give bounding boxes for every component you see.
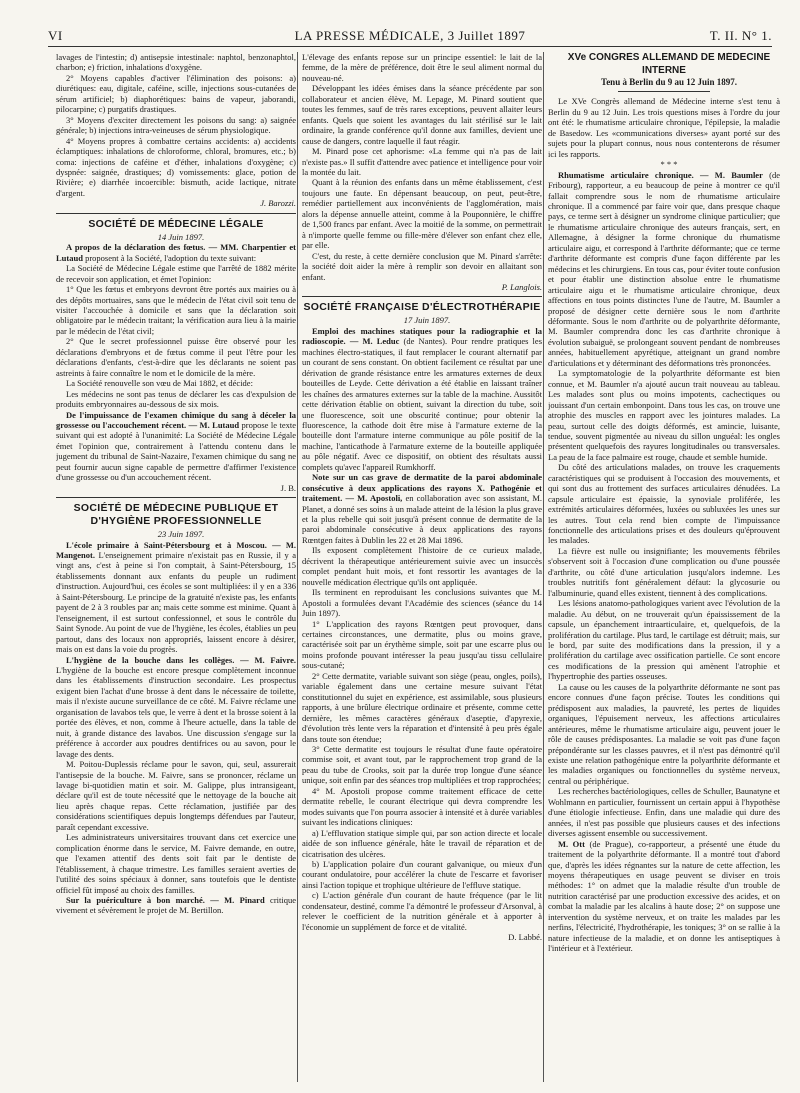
paragraph: Ils terminent en reproduisant les conclusions suivantes que M. Apostoli a formulées devant l'Académie des sciences (séance du 14 Juin 1897). <box>302 587 542 619</box>
paragraph: La cause ou les causes de la polyarthrite déformante ne sont pas encore connues d'une façon précise. Toutes les conditions qui prédisposent aux maladies, la pauvreté, les pertes de liquides organiques, l'épuisement nerveux, les affections articulaires antérieures, même le rhumatisme articulaire aigu, peuvent jouer le rôle de causes prédisposantes. La maladie se voit pas d'une façon prépondérante sur les classes pauvres, et il n'est pas démontré qu'il existe une relation pathogénique entre la polyarthrite déformante et les maladies organiques ou fonctionnelles du système nerveux, central ou périphérique. <box>548 681 780 786</box>
signature: J. Barozzi. <box>260 198 296 209</box>
paragraph: 3° Moyens d'exciter directement les poisons du sang: a) saignée générale; b) injections intra-veineuses de sérum physiologique. <box>56 114 296 136</box>
section-date: 14 Juin 1897. <box>157 231 205 242</box>
paragraph <box>56 410 296 483</box>
article-title: L'école primaire à Saint-Pétersbourg et à Moscou. — M. Mangenot. <box>56 539 296 561</box>
column-right <box>548 52 780 1082</box>
article-text: L'enseignement primaire n'existait pas en Russie, il y a vingt ans, c'est à peine si l'on comptait, à Saint-Pétersbourg, 15 établissements donnant aux enfants du peuple un rudiment d'instruction. Aujourd'hui, ces écoles se sont multipliées: il y en a 336 à Saint-Pétersbourg. Le principe de la gratuité n'existe pas, les enfants payent de 2 à 3 roubles par an; mais cette somme est minime. Quant à l'enseignement, il est surtout confessionnel, et sous le contrôle du Saint Synode. Au point de vue de l'hygiène, les écoles, établies un peu partout, dans des locaux non appropriés, laissent encore à désirer, mais on est dans la voie du progrès. <box>56 550 296 655</box>
paragraph: M. Poitou-Duplessis réclame pour le savon, qui, seul, assurerait l'antisepsie de la bouche. M. Faivre, sans se prononcer, réclame un lavage bi-quotidien matin et soir. M. Galippe, plus intransigeant, déclare qu'il est de toute nécessité que le nettoyage de la bouche ait lieu après chaque repas. Cette réclamation, justifiée par des considérations scientifiques depuis longtemps défendues par l'auteur, paraît cependant excessive. <box>56 759 296 832</box>
signature: P. Langlois. <box>501 281 542 292</box>
article-text: proposent à la Société, l'adoption du texte suivant: <box>85 252 257 263</box>
journal-title: LA PRESSE MÉDICALE, 3 Juillet 1897 <box>294 28 526 43</box>
paragraph: Les recherches bactériologiques, celles de Schuller, Baunatyne et Wohlmann en particulier, fournissent un certain appui à l'hypothèse d'une étiologie infectieuse. Enfin, dans une maladie qui dure des années, il n'est pas possible que plusieurs causes et des infections diverses agissent ensemble ou successivement. <box>548 786 780 839</box>
article-text: (de Prague), co-rapporteur, a présenté une étude du traitement de la polyarthrite déformante. Il a montré tout d'abord que, d'après les idées régnantes sur la nature de cette affection, les moyens thérapeutiques en usage peuvent se diviser en trois méthodes: 1° on admet que la maladie résulte d'un trouble de nutrition caractérisé par une production excessive des acides, et on combat la maladie par les alcalins à haute dose; 2° on suppose une intervention du système nerveux, et on traite les malades par les nerfins, l'électricité, l'hydrothérapie, les toniques; 3° on se rallie à la nature infectieuse de la maladie, et on donne les antiseptiques à l'intérieur et à l'extérieur. <box>548 838 780 954</box>
section-title: XVe CONGRÈS ALLEMAND DE MÉDECINE INTERNE <box>567 52 771 76</box>
column-left <box>56 52 296 1082</box>
paragraph: Les lésions anatomo-pathologiques varient avec l'évolution de la maladie. Au début, on ne trouverait qu'un épaississement de la capsule, un épanchement intraarticulaire, et, quelquefois, de la prolifération du cartilage. Plus tard, le cartilage est détruit; mais, sur le bord, par suite des modifications dans la pression, il y a prolifération du cartilage avec ossification partielle. Ce sont encore ces modifications de la pression qui amènent l'atrophie et l'hypertrophie des parties osseuses. <box>548 598 780 682</box>
paragraph <box>56 540 296 655</box>
paragraph: Ils exposent complètement l'histoire de ce curieux malade, décrivent la thérapeutique antérieurement suivie avec un insuccès complet pendant huit mois, et font ressortir les avantages de la nouvelle médication électrique qu'ils ont appliquée. <box>302 545 542 587</box>
article-title: Rhumatisme articulaire chronique. — M. Baumler <box>558 169 763 180</box>
column-rule-right <box>543 52 544 1082</box>
divider <box>618 91 711 92</box>
article-title: A propos de la déclaration des fœtus. — MM. Charpentier et Lutaud <box>56 242 296 263</box>
article-title: Note sur un cas grave de dermatite de la paroi abdominale consécutive à deux applications des rayons X. Pathogénie et traitement. — M. Apostoli, <box>302 472 542 504</box>
article-text: propose le texte suivant qui est adopté à l'unanimité: La Société de Médecine Légale émet l'opinion que, contrairement à l'attendu contenu dans le jugement du tribunal de Saint-Nazaire, l'examen chimique du sang ne peut fournir aucun signe capable de permettre d'affirmer l'existence d'une grossesse ou d'un accouchement récent. <box>56 419 296 483</box>
article-title: Emploi des machines statiques pour la radiographie et la radioscopie. — M. Leduc <box>302 325 542 347</box>
section-date: 23 Juin 1897. <box>157 529 205 540</box>
paragraph <box>56 895 296 916</box>
article-text: L'hygiène de la bouche est encore presque complètement inconnue dans les établissements d'instruction secondaire. Les prospectus exigent bien l'achat d'une brosse à dent dans le nécessaire de toilette, mais il n'existe aucune surveillance de ce côté. M. Faivre réclame une organisation de lavabos tels que, le verre à dent et la brosse soient à la portée des élèves, et non, comme à l'heure actuelle, dans la table de nuit, à grande distance des lavabos. Une discussion s'engage sur la préférence à accorder aux poudres dentifrices ou au savon, pour le lavage des dents. <box>56 665 296 759</box>
article-title: L'hygiène de la bouche dans les collèges. — M. Faivre. <box>66 654 296 665</box>
paragraph: L'élevage des enfants repose sur un principe essentiel: le lait de la femme, de la mère de préférence, doit être le seul aliment normal du nouveau-né. <box>302 52 542 83</box>
paragraph: 2° Que le secret professionnel puisse être observé pour les déclarations d'embryons et de fœtus comme il peut l'être pour les déclarations d'enfants, c'est-à-dire que les déclarants ne soient pas astreints à faire connaître le nom et le domicile de la mère. <box>56 336 296 378</box>
volume-number: T. II. N° 1. <box>709 28 772 43</box>
paragraph: Le XVe Congrès allemand de Médecine interne s'est tenu à Berlin du 9 au 12 Juin. Les trois questions mises à l'ordre du jour ont été: le rhumatisme articulaire chronique, l'épilepsie, la maladie de Basedow. Les «communications diverses» ayant porté sur des sujets pour la plupart connus, nous nous contenterons de résumer ici les rapports. <box>548 96 780 159</box>
column-rule-left <box>297 52 298 1082</box>
column-middle <box>302 52 542 1082</box>
paragraph: lavages de l'intestin; d) antisepsie intestinale: naphtol, benzonaphtol, charbon; e) friction, inhalations d'oxygène. <box>56 52 296 73</box>
article-text: en collaboration avec son assistant, M. Planet, a donné ses soins à un malade atteint de la lésion la plus grave et la plus rebelle qui soit jusqu'à présent connue de dermatite de la paroi abdominale consécutive à deux applications des rayons Rœntgen faites à Dublin les 22 et 28 Mai 1896. <box>302 493 542 545</box>
paragraph <box>548 170 780 369</box>
paragraph: c) L'action générale d'un courant de haute fréquence (par le lit condensateur, destiné, comme l'a démontré le professeur d'Arsonval, à relever le coefficient de la nutrition générale et à apporter à l'économie un supplément de force et de vitalité. <box>302 890 542 932</box>
paragraph <box>56 242 296 263</box>
running-head <box>48 28 772 47</box>
page-number: VI <box>48 28 63 43</box>
paragraph: 2° Cette dermatite, variable suivant son siège (peau, ongles, poils), variable également dans une certaine mesure suivant l'état constitutionnel du sujet en expérience, est assimilable, sous plusieurs rapports, à une brûlure électrique ordinaire et présente, comme cette dernière, les mêmes caractères généraux d'aseptie, d'apyrexie, d'évolution très lente vers la réparation et d'intensité à peu près égale dans toute son étendue; <box>302 670 542 744</box>
paragraph: b) L'application polaire d'un courant galvanique, ou mieux d'un courant ondulatoire, pour accélérer la chute de l'escarre et favoriser ainsi l'action topique et trophique ultérieure de l'effluve statique. <box>302 858 542 890</box>
section-subtitle: Tenu à Berlin du 9 au 12 Juin 1897. <box>601 77 737 87</box>
article-text: critique vivement et sévèrement le projet de M. Bertillon. <box>56 894 296 916</box>
paragraph: La Société de Médecine Légale estime que l'arrêté de 1882 mérite de recevoir son application, et émet l'opinion: <box>56 263 296 284</box>
paragraph: Développant les idées émises dans la séance précédente par son collaborateur et ancien élève, M. Lepage, M. Pinard soutient que toutes les femmes, sauf de très rares exceptions, peuvent allaiter leurs enfants. Quels que soient les avantages du lait stérilisé sur le lait ordinaire, la grande conférence qu'il donne aux familles, devient une cause de dangers, contre laquelle il faut réagir. <box>302 83 542 146</box>
paragraph: 4° M. Apostoli propose comme traitement efficace de cette dermatite rebelle, le courant électrique qui devra comprendre les modes suivants que l'on pourra associer à intensité et à durée variables suivant les indications cliniques: <box>302 785 542 828</box>
article-title: M. Ott <box>558 838 585 849</box>
paragraph <box>56 655 296 760</box>
paragraph: Du côté des articulations malades, on trouve les craquements caractéristiques qui se produisent à l'occasion des mouvements, et qui sont dus au frottement des surfaces articulaires dénudées. La capsule articulaire est épaissie, la synoviale proliférée, les extrémités articulaires déformées, luxées ou subluxées les unes sur les autres. Tout cela rend bien compte de l'impuissance fonctionnelle des articulations prises et des douleurs qu'éprouvent les malades. <box>548 462 780 546</box>
article-title: De l'impuissance de l'examen chimique du sang à déceler la grossesse ou l'accouchement récent. — M. Lutaud <box>56 409 296 430</box>
section-title: SOCIÉTÉ FRANÇAISE D'ÉLECTROTHÉRAPIE <box>303 301 541 314</box>
paragraph: Les administrateurs universitaires trouvant dans cet exercice une complication énorme dans le service, M. Faivre demande, en outre, que l'examen attentif des dents soit fait par le dentiste de l'établissement, à chaque trimestre. Les familles seraient averties de l'utilité des soins spéciaux à donner, sans toutefois que le dentiste officiel fût imposé au choix des familles. <box>56 832 296 895</box>
paragraph: a) L'effluvation statique simple qui, par son action directe et locale aidée de son influence générale, hâte le travail de réparation et de cicatrisation des ulcères. <box>302 827 542 859</box>
paragraph: 1° L'application des rayons Rœntgen peut provoquer, dans certaines circonstances, une dermatite, plus ou moins grave, caractérisée soit par un érythème simple, soit par une escarre plus ou moins profonde pouvant intéresser la peau jusqu'au tissu cellulaire sous-cutané; <box>302 618 542 671</box>
paragraph: La symptomatologie de la polyarthrite déformante est bien connue, et M. Baumler n'a ajouté aucun trait nouveau au tableau. Les malades sont plus ou moins impotents, cachectiques ou jouissant d'un certain embonpoint. Dans tous les cas, on trouve une atrophie des muscles en rapport avec les jointures malades. La peau, surtout celle des doigts déformés, est amincie, luisante, tendue, souvent pigmentée au niveau du sillon unguéal: les ongles présentent quelquefois des rayures longitudinales ou transversales. La peau de la face palmaire est rouge, chaude et semble humide. <box>548 368 780 462</box>
paragraph: 2° Moyens capables d'activer l'élimination des poisons: a) diurétiques: eau, digitale, caféine, scille, injections sous-cutanées de sérum artificiel; b) diaphorétiques: bains de vapeur, jaborandi, pilocarpine; c) purgatifs drastiques. <box>56 72 296 115</box>
paragraph <box>302 326 542 472</box>
paragraph: C'est, du reste, à cette dernière conclusion que M. Pinard s'arrête: la société doit aider la mère à remplir son devoir en allaitant son enfant. <box>302 250 542 282</box>
paragraph: M. Pinard pose cet aphorisme: «La femme qui n'a pas de lait n'existe pas.» Il suffit d'attendre avec patience et intelligence pour voir la montée du lait. <box>302 146 542 177</box>
section-separator: * * * <box>660 159 678 170</box>
paragraph <box>548 839 780 954</box>
paragraph: La fièvre est nulle ou insignifiante; les mouvements fébriles s'observent soit à l'occasion d'une complication ou d'une poussée d'arthrite, ou côté d'une articulation jusqu'alors indemne. Les troubles nutritifs font généralement défaut: la glycosurie ou l'albuminurie, quand elles existent, tiennent à des complications. <box>548 545 780 598</box>
signature: J. B. <box>280 482 296 493</box>
paragraph: 3° Cette dermatite est toujours le résultat d'une faute opératoire commise soit, et avant tout, par le rapprochement trop grand de la peau du tube de Crooks, soit par la durée trop longue d'une séance unique, soit enfin par des séances trop multipliées et trop rapprochées; <box>302 744 542 786</box>
article-text: (de Fribourg), rapporteur, a eu beaucoup de peine à montrer ce qu'il fallait comprendre sous le nom de rhumatisme articulaire chronique. Il a commencé par faire voir que, dans presque chaque pays, ce terme sert à désigner un syndrome clinique particulier; que le rhumatisme articulaire chronique des auteurs français, sert, en Allemagne, à désigner la forme chronique du rhumatisme articulaire aigu, et correspond à l'arthrite déformante; que ce terme d'arthrite déformante est compris d'une façon différente par les médecins et les chirurgiens. En tous cas, pour éviter toute confusion et pour établir une distinction absolue entre le rhumatisme articulaire aigu et le rhumatisme articulaire chronique, deux affections en tous points distinctes l'une de l'autre, M. Baumler a proposé de désigner cette dernière sous le nom d'arthrite déformante. Sous le nom d'arthrite ou de polyarthrite déformante, M. Baumler comprendra donc les cas d'arthrite chronique à évolution subaiguë, se prolongeant souvent pendant de nombreuses années, habituellement apyrétique, atteignant un grand nombre d'articulations et y déterminant des déformations très prononcées. <box>548 169 780 368</box>
section-date: 17 Juin 1897. <box>403 315 451 326</box>
section-title: SOCIÉTÉ DE MÉDECINE LÉGALE <box>88 217 264 230</box>
article-title: Sur la puériculture à bon marché. — M. Pinard <box>66 894 265 905</box>
divider <box>302 296 542 297</box>
paragraph: La Société renouvelle son vœu de Mai 1882, et décide: <box>66 378 253 389</box>
paragraph: 4° Moyens propres à combattre certains accidents: a) accidents éclamptiques: inhalations de chloroforme, chloral, bromures, etc.; b) coma: injections de caféine et d'éther, inhalations d'oxygène; c) dyspnée: saignée, drastiques; d) vomissements: glace, potion de Rivière; e) diarrhée incoercible: bismuth, acide lactique, nitrate d'argent. <box>56 135 296 198</box>
divider <box>56 213 296 214</box>
section-title: SOCIÉTÉ DE MÉDECINE PUBLIQUE ET D'HYGIÈNE PROFESSIONNELLE <box>73 502 279 528</box>
paragraph <box>302 472 542 545</box>
divider <box>56 497 296 498</box>
article-text: (de Nantes). Pour rendre pratiques les machines électro-statiques, il faut remplacer le courant alternatif par un courant de sens constant. On obtient facilement ce résultat par une dérivation de grande résistance entre les armatures externes de deux bouteilles de Leyde. Cette dérivation a été établie en laissant traîner les chaînes des armatures externes sur la table de la machine. Aussitôt cette dérivation établie on obtient, suivant la direction du tube, soit une fluorescence, soit une obscurité continue; pour obtenir la fluorescence, la cathode doit être mise à l'armature externe de la bouteille dont l'armature interne communique au pôle positif de la machine, l'anticathode à l'armature externe de la bouteille appliquée au pôle négatif. Avec ce dispositif, on obtient des résultats aussi complets qu'avec l'appareil Rumkhorff. <box>302 336 542 472</box>
paragraph: 1° Que les fœtus et embryons devront être portés aux mairies ou à des dépôts mortuaires, sans que le médecin de l'état civil soit tenu de visiter l'accouchée à domicile et sans que la déclaration soit obligatoire par le médecin traitant; la vérification aura lieu à la mairie par le médecin de l'état civil; <box>56 284 296 336</box>
signature: D. Labbé. <box>508 932 542 943</box>
paragraph: Quant à la réunion des enfants dans un même établissement, c'est toujours une faute. En dépensant beaucoup, on peut, peut-être, remédier partiellement aux inconvénients de l'agglomération, mais alors la dépense annuelle atteint, comme à la Pouponnière, le chiffre de 1,500 francs par enfant. Avec la moitié de la somme, on permettrait à n'importe quelle femme ou fille-mère d'élever son enfant chez elle, par elle. <box>302 177 542 251</box>
paragraph: Les médecins ne sont pas tenus de déclarer les cas d'expulsion de produits embryonnaires au-dessous de six mois. <box>56 388 296 410</box>
